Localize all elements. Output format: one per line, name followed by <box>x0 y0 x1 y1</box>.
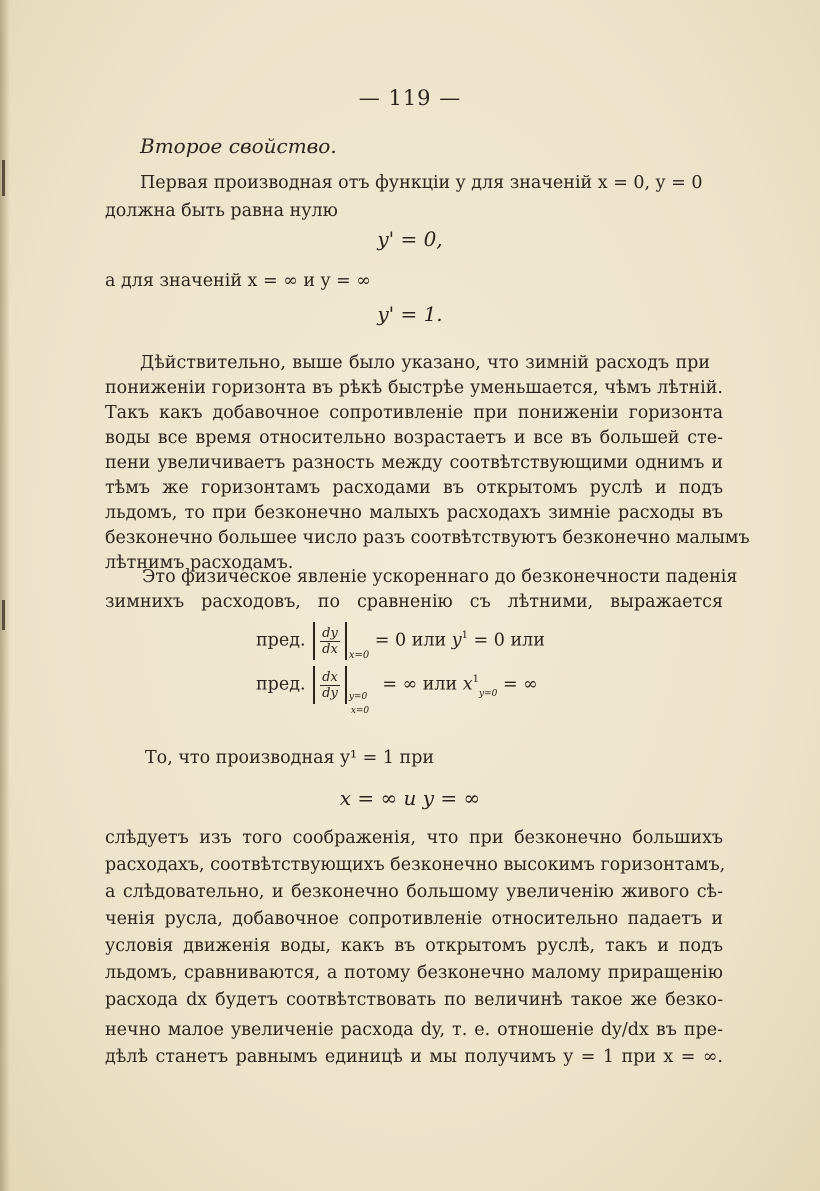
text-line: Такъ какъ добавочное сопротивленіе при пониженіи горизонта <box>105 403 723 423</box>
text-line: лѣтнимъ расходамъ. <box>105 553 294 573</box>
text-line: Это физическое явленіе ускореннаго до безконечности паденія <box>142 567 738 587</box>
text-line: Первая производная отъ функціи y для значеній x = 0, y = 0 <box>140 173 703 193</box>
text-line: нечно малое увеличеніе расхода dy, т. е. отношеніе dy/dx въ пре- <box>105 1020 723 1040</box>
equation: y' = 0, <box>377 227 443 251</box>
text-line: тѣмъ же горизонтамъ расходами въ открытомъ руслѣ и подъ <box>105 478 723 498</box>
text-line: условія движенія воды, какъ въ открытомъ руслѣ, такъ и подъ <box>105 936 723 956</box>
text-line: расходахъ, соотвѣтствующихъ безконечно высокимъ горизонтамъ, <box>105 855 726 875</box>
text-line: безконечно большее число разъ соотвѣтствуютъ безконечно малымъ <box>105 528 750 548</box>
text-line: расхода dx будетъ соотвѣтствовать по величинѣ такое же безко- <box>105 990 723 1010</box>
equation: y' = 1. <box>377 302 443 326</box>
text-line: ченія русла, добавочное сопротивленіе относительно падаетъ и <box>105 909 723 929</box>
equation: x = ∞ и y = ∞ <box>339 786 481 810</box>
text-line: а для значеній x = ∞ и y = ∞ <box>105 271 371 291</box>
text-line: пени увеличиваетъ разность между соотвѣтствующими однимъ и <box>105 453 723 473</box>
text-line: должна быть равна нулю <box>105 201 338 221</box>
text-line: льдомъ, то при безконечно малыхъ расходахъ зимніе расходы въ <box>105 503 723 523</box>
text-line: Дѣйствительно, выше было указано, что зимній расходъ при <box>140 353 710 373</box>
page-number: — 119 — <box>358 86 462 110</box>
limit-formula-2: пред. $\frac{dx}{dy}$ y=0 x=0 = ∞ или $x^1_{y=0}$ = ∞ <box>256 666 538 704</box>
limit-formula-1: пред. $\frac{dy}{dx}$ $_{x=0}$ = 0 или $y^1 = 0$ или <box>256 622 545 660</box>
text-line: льдомъ, сравниваются, а потому безконечно малому приращенію <box>105 963 723 983</box>
text-line: зимнихъ расходовъ, по сравненію съ лѣтними, выражается <box>105 592 723 612</box>
section-heading: Второе свойство. <box>140 134 337 158</box>
text-line: а слѣдовательно, и безконечно большому увеличенію живого сѣ- <box>105 882 723 902</box>
text-line: пониженіи горизонта въ рѣкѣ быстрѣе уменьшается, чѣмъ лѣтній. <box>105 378 723 398</box>
margin-mark <box>2 160 5 196</box>
text-line: воды все время относительно возрастаетъ и все въ большей сте- <box>105 428 723 448</box>
text-line: слѣдуетъ изъ того соображенія, что при безконечно большихъ <box>105 828 723 848</box>
margin-mark <box>2 600 5 630</box>
text-line: дѣлѣ станетъ равнымъ единицѣ и мы получимъ y = 1 при x = ∞. <box>105 1047 723 1067</box>
text-line: То, что производная y¹ = 1 при <box>145 748 435 768</box>
